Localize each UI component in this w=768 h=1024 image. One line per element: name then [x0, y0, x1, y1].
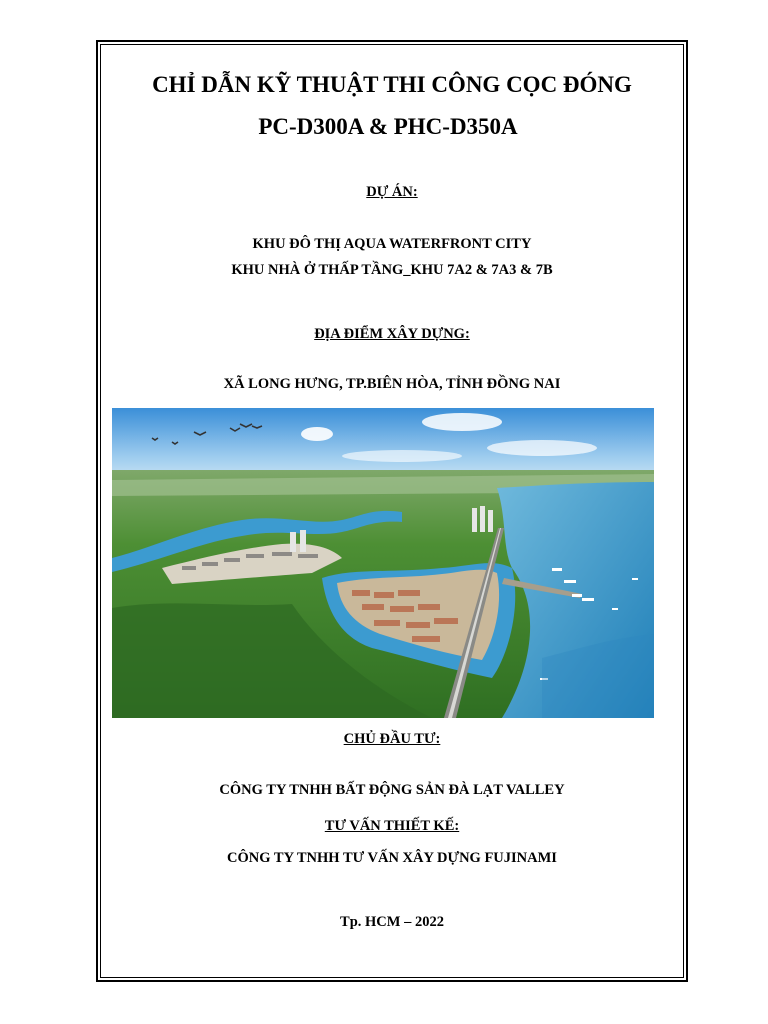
investor-name: CÔNG TY TNHH BẤT ĐỘNG SẢN ĐÀ LẠT VALLEY [219, 782, 565, 798]
location-value: XÃ LONG HƯNG, TP.BIÊN HÒA, TỈNH ĐỒNG NAI [223, 376, 561, 392]
consultant-heading: TƯ VẤN THIẾT KẾ: [324, 818, 460, 834]
location-heading: ĐỊA ĐIỂM XÂY DỰNG: [314, 326, 470, 342]
document-title: CHỈ DẪN KỸ THUẬT THI CÔNG CỌC ĐÓNG [152, 72, 632, 97]
consultant-name: CÔNG TY TNHH TƯ VẤN XÂY DỰNG FUJINAMI [227, 850, 557, 866]
project-name: KHU ĐÔ THỊ AQUA WATERFRONT CITY [252, 236, 532, 252]
project-heading: DỰ ÁN: [366, 184, 418, 200]
place-and-date: Tp. HCM – 2022 [340, 914, 444, 930]
project-aerial-image [112, 408, 654, 718]
project-area: KHU NHÀ Ở THẤP TẦNG_KHU 7A2 & 7A3 & 7B [231, 262, 553, 278]
investor-heading: CHỦ ĐẦU TƯ: [343, 731, 441, 747]
document-subtitle: PC-D300A & PHC-D350A [258, 114, 518, 139]
